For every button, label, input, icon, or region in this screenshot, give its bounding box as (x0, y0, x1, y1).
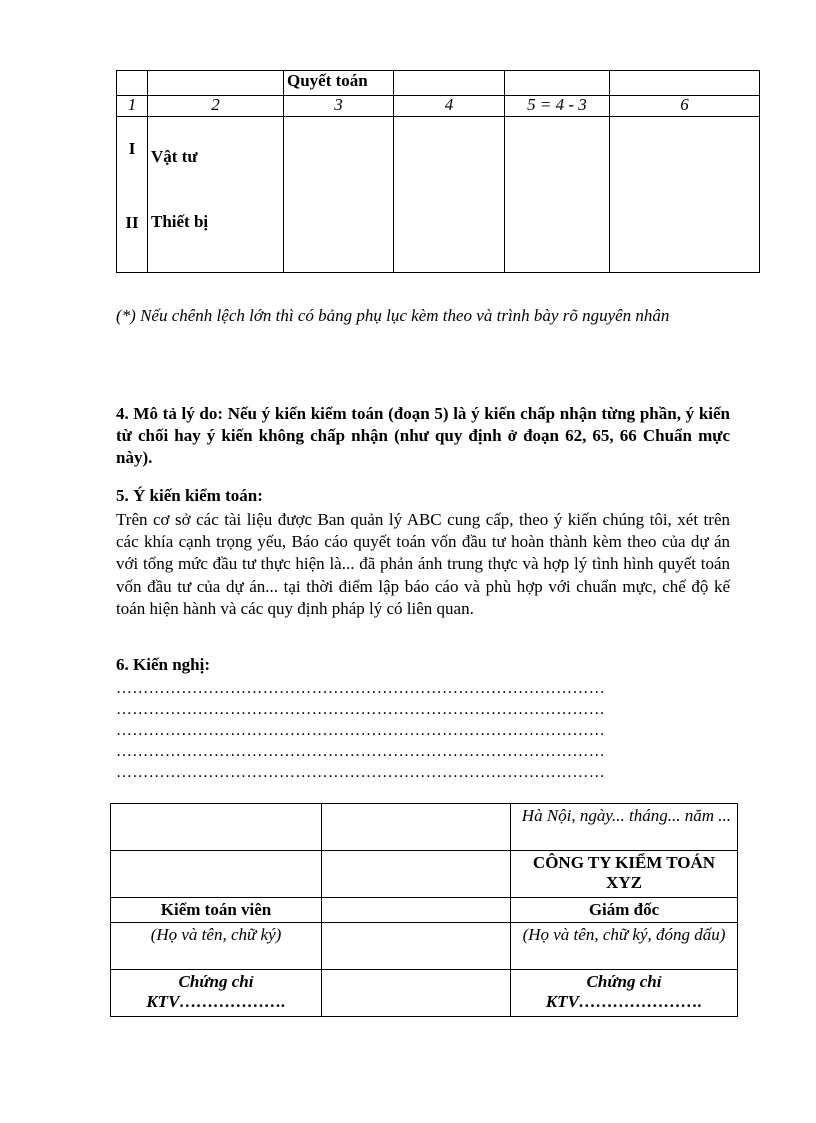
header-cell (610, 71, 760, 96)
empty-cell (322, 970, 511, 1017)
header-cell (394, 71, 505, 96)
index-cell: 1 (117, 96, 148, 117)
category-thiet-bi: Thiết bị (151, 212, 209, 231)
empty-cell (322, 851, 511, 898)
empty-cell (394, 117, 505, 273)
header-cell (148, 71, 284, 96)
section-5-title: 5. Ý kiến kiểm toán: (116, 486, 263, 505)
auditor-title: Kiểm toán viên (111, 898, 322, 923)
category-column (148, 117, 284, 273)
index-cell: 2 (148, 96, 284, 117)
category-vat-tu: Vật tư (151, 147, 198, 166)
auditor-sign-note: (Họ và tên, chữ ký) (111, 923, 322, 970)
director-certificate: Chứng chỉ KTV…………………. (511, 970, 738, 1017)
signature-row (111, 804, 738, 851)
signature-row (111, 898, 738, 923)
table-body-row (117, 117, 760, 273)
empty-cell (322, 898, 511, 923)
empty-cell (111, 804, 322, 851)
empty-cell (322, 923, 511, 970)
dot-line: ……………………………………………………………………………… (116, 722, 605, 739)
signature-table (110, 803, 738, 1017)
roman-numeral-1: I (128, 139, 136, 158)
empty-cell (111, 851, 322, 898)
signature-row (111, 970, 738, 1017)
index-cell: 3 (284, 96, 394, 117)
header-cell (505, 71, 610, 96)
section-6-title: 6. Kiến nghị: (116, 655, 210, 674)
director-title: Giám đốc (511, 898, 738, 923)
signature-row (111, 851, 738, 898)
empty-cell (322, 804, 511, 851)
index-cell: 6 (610, 96, 760, 117)
header-cell-quyet-toan: Quyết toán (284, 71, 394, 96)
table-index-row (117, 96, 760, 117)
index-cell: 4 (394, 96, 505, 117)
auditor-certificate: Chứng chỉ KTV………………. (111, 970, 322, 1017)
roman-numeral-2: II (125, 213, 139, 232)
header-cell (117, 71, 148, 96)
footnote: (*) Nếu chênh lệch lớn thì có bảng phụ lục kèm theo và trình bày rõ nguyên nhân (116, 306, 670, 325)
empty-cell (284, 117, 394, 273)
date-line: Hà Nội, ngày... tháng... năm ... (511, 804, 738, 851)
roman-column (117, 117, 148, 273)
company-name: CÔNG TY KIỂM TOÁN XYZ (511, 851, 738, 898)
dot-line: ……………………………………………………………………………… (116, 743, 605, 760)
section-4-paragraph: 4. Mô tả lý do: Nếu ý kiến kiểm toán (đoạn 5) là ý kiến chấp nhận từng phần, ý kiến từ chối hay ý kiến không chấp nhận (như quy định ở đoạn 62, 65, 66 Chuẩn mực này). (116, 404, 730, 467)
section-5-paragraph: Trên cơ sở các tài liệu được Ban quản lý ABC cung cấp, theo ý kiến chúng tôi, xét trên các khía cạnh trọng yếu, Báo cáo quyết toán vốn đầu tư hoàn thành kèm theo của dự án với tổng mức đầu tư thực hiện là... đã phản ánh trung thực và hợp lý tình hình quyết toán vốn đầu tư của dự án... tại thời điểm lập báo cáo và phù hợp với chuẩn mực, chế độ kế toán hiện hành và các quy định pháp lý có liên quan. (116, 510, 730, 618)
index-cell: 5 = 4 - 3 (505, 96, 610, 117)
table-header-row (117, 71, 760, 96)
empty-cell (505, 117, 610, 273)
director-sign-note: (Họ và tên, chữ ký, đóng dấu) (511, 923, 738, 970)
signature-row (111, 923, 738, 970)
dot-line: ……………………………………………………………………………… (116, 701, 605, 718)
settlement-table (116, 70, 760, 273)
empty-cell (610, 117, 760, 273)
dot-line: ……………………………………………………………………………… (116, 764, 605, 781)
dot-line: ……………………………………………………………………………… (116, 680, 605, 697)
